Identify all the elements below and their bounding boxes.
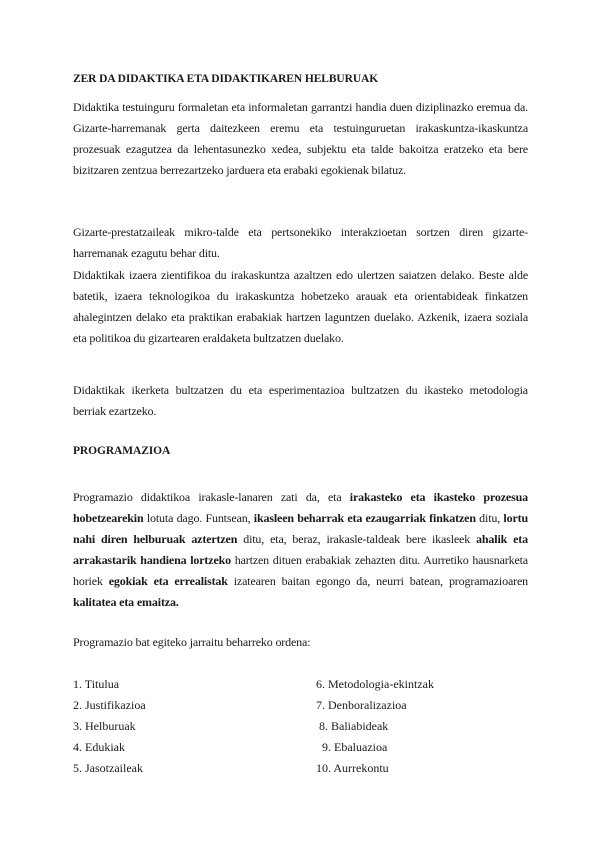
list-item: 2. Justifikazioa [73, 698, 146, 712]
list-item: 8. Baliabideak [316, 719, 389, 733]
list-item: 6. Metodologia-ekintzak [316, 677, 434, 691]
paragraph-didaktika-izaera: Didaktikak izaera zientifikoa du irakaskuntza azaltzen edo ulertzen saiatzen delako. Beste alde batetik, izaera teknologikoa du irakaskuntza hobetzeko arauak eta orientabideak finkatzen ahalegintzen delako eta praktikan erabakiak hartzen laguntzen duelako. Azkenik, izaera soziala eta politikoa du gizartearen eraldaketa bultzatzen duelako. [73, 268, 528, 345]
list-item: 10. Aurrekontu [316, 761, 389, 775]
bold-phrase: kalitatea eta emaitza. [73, 595, 179, 609]
list-item: 3. Helburuak [73, 719, 136, 733]
text-run: hartzen dituen erabakiak zehazten ditu. Aurretiko hausnarketa horiek [73, 553, 528, 588]
text-run: izatearen baitan egongo da, neurri batean, programazioaren [227, 574, 528, 588]
text-run: Programazio didaktikoa irakasle-lanaren zati da, eta [73, 490, 350, 504]
text-run: ditu, [475, 511, 504, 525]
steps-list-left [73, 676, 146, 781]
paragraph-programazioa [73, 487, 528, 613]
bold-phrase: irakasteko eta ikasteko prozesua hobetzearekin [73, 490, 528, 525]
text-run: lotuta dago. Funtsean, [143, 511, 254, 525]
paragraph-order-intro: Programazio bat egiteko jarraitu beharreko ordena: [73, 635, 311, 649]
paragraph-ikerketa: Didaktikak ikerketa bultzatzen du eta esperimentazioa bultzatzen du ikasteko metodologia berriak ezartzeko. [73, 383, 528, 418]
bold-phrase: ahalik eta arrakastarik handiena lortzeko [73, 532, 528, 567]
list-item: 9. Ebaluazioa [316, 740, 388, 754]
bold-phrase: ikasleen beharrak eta ezaugarriak finkatzen [253, 511, 476, 525]
list-item: 7. Denboralizazioa [316, 698, 407, 712]
bold-phrase: lortu nahi diren helburuak aztertzen [73, 511, 528, 546]
text-run: ditu, eta, beraz, irakasle-taldeak bere ikasleek [237, 532, 477, 546]
section-title-programazioa: PROGRAMAZIOA [73, 445, 171, 457]
section-title-didaktika: ZER DA DIDAKTIKA ETA DIDAKTIKAREN HELBURUAK [73, 73, 379, 85]
bold-phrase: egokiak eta errealistak [108, 574, 228, 588]
steps-list-right [316, 676, 434, 781]
paragraph-gizarte-prestatzaileak: Gizarte-prestatzaileak mikro-talde eta pertsonekiko interakzioetan sortzen diren gizarte-harremanak ezagutu behar ditu. [73, 225, 528, 260]
paragraph-didaktika-definition: Didaktika testuinguru formaletan eta informaletan garrantzi handia duen diziplinazko eremua da. Gizarte-harremanak gerta daitezkeen eremu eta testuinguruetan irakaskuntza-ikaskuntza prozesuak ezagutzea da lehentasunezko xedea, subjektu eta talde bakoitza eratzeko eta bere bizitzaren zentzua berrezartzeko jarduera eta erabaki egokienak bilatuz. [73, 100, 528, 177]
list-item: 1. Titulua [73, 677, 120, 691]
list-item: 4. Edukiak [73, 740, 125, 754]
list-item: 5. Jasotzaileak [73, 761, 143, 775]
